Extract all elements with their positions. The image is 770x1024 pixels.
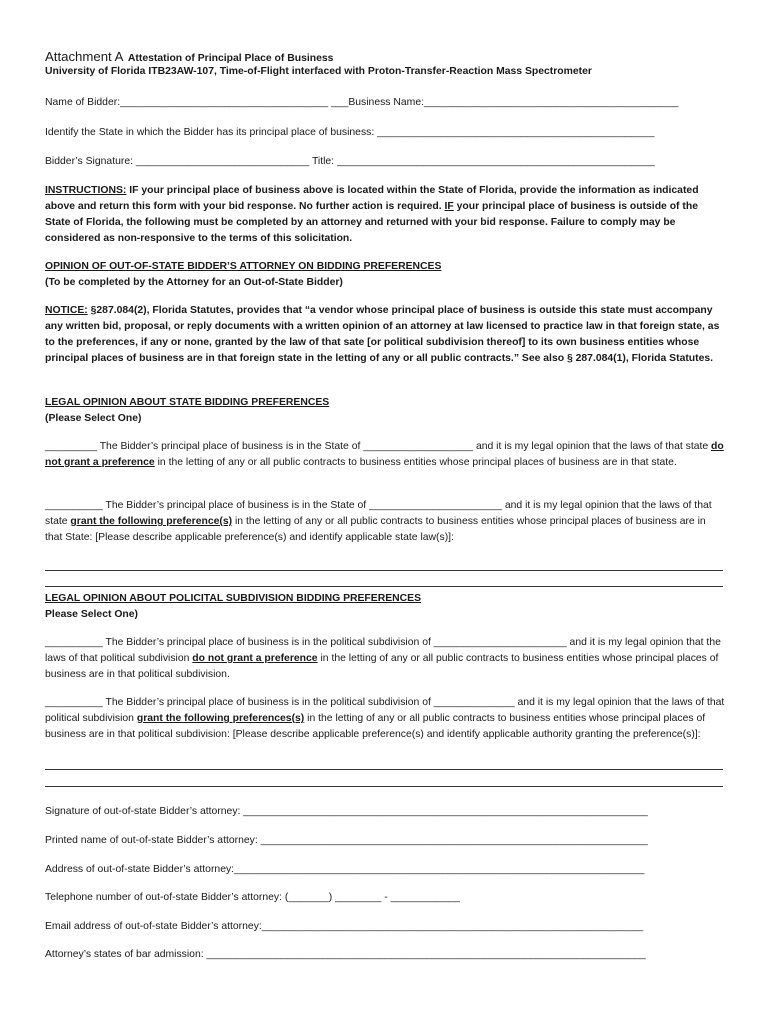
state-option-no-preference[interactable]: _________ The Bidder’s principal place of business is in the State of ___________________ and it is my legal opinion that the laws of that state do not grant a preference in the letting of any or all public contracts to business entities whose principal places of business are in that state. <box>45 441 724 468</box>
attorney-address-field[interactable]: Address of out-of-state Bidder’s attorney:_______________________________________________________________________ <box>45 864 645 875</box>
attachment-label: Attachment A <box>45 49 124 64</box>
instructions-label: INSTRUCTIONS: <box>45 185 127 196</box>
bidder-name-field[interactable]: Name of Bidder:____________________________________ ___Business Name:____________________________________________ <box>45 97 679 108</box>
form-subtitle: University of Florida ITB23AW-107, Time-of-Flight interfaced with Proton-Transfer-Reaction Mass Spectrometer <box>45 66 592 77</box>
political-section-heading: LEGAL OPINION ABOUT POLICITAL SUBDIVISION BIDDING PREFERENCES <box>45 593 422 604</box>
instructions: INSTRUCTIONS: IF your principal place of business above is located within the State of Florida, provide the information as indicated above and return this form with your bid response. No further action is required. IF your principal place of business is outside of the State of Florida, the following must be completed by an attorney and returned with your bid response. Failure to comply may be considered as non-responsive to the terms of this solicitation. <box>45 185 699 244</box>
attorney-signature-field[interactable]: Signature of out-of-state Bidder’s attorney: ______________________________________________________________________ <box>45 806 648 817</box>
notice-label: NOTICE: <box>45 305 88 316</box>
political-option-no-preference[interactable]: __________ The Bidder’s principal place of business is in the political subdivision of _______________________ and it is my legal opinion that the laws of that political subdivision do not grant a preference in the letting of any or all public contracts to business entities whose principal places of business are in that political subdivision. <box>45 637 721 680</box>
state-option-preference[interactable]: __________ The Bidder’s principal place of business is in the State of _______________________ and it is my legal opinion that the laws of that state grant the following preference(s) in the letting of any or all public contracts to business entities whose principal places of business are in that State: [Please describe applicable preference(s) and identify applicable state law(s)]: <box>45 500 712 543</box>
state-section-subheading: (Please Select One) <box>45 413 142 424</box>
state-section-heading: LEGAL OPINION ABOUT STATE BIDDING PREFERENCES <box>45 397 330 408</box>
political-section-subheading: Please Select One) <box>45 609 138 620</box>
notice: NOTICE: §287.084(2), Florida Statutes, provides that “a vendor whose principal place of business is outside this state must accompany any written bid, proposal, or reply documents with a written opinion of an attorney at law licensed to practice law in that foreign state, as to the preferences, if any or none, granted by the law of that sate [or political subdivision thereof] to its own business entities whose principal places of business are in that foreign state in the letting of any or all public contracts.” See also § 287.084(1), Florida Statutes. <box>45 305 720 364</box>
opinion-subheading: (To be completed by the Attorney for an Out-of-State Bidder) <box>45 277 343 288</box>
document-title <box>45 48 333 66</box>
political-preference-line-1[interactable] <box>45 769 723 770</box>
state-preference-line-1[interactable] <box>45 570 723 571</box>
form-title: Attestation of Principal Place of Business <box>127 53 334 64</box>
attorney-email-field[interactable]: Email address of out-of-state Bidder’s attorney:__________________________________________________________________ <box>45 921 644 932</box>
attorney-bar-admission-field[interactable]: Attorney’s states of bar admission: ____________________________________________________________________________ <box>45 949 646 960</box>
attorney-telephone-field[interactable]: Telephone number of out-of-state Bidder’s attorney: (_______) ________ - ____________ <box>45 892 460 903</box>
political-preference-line-2[interactable] <box>45 786 723 787</box>
bidder-signature-field[interactable]: Bidder’s Signature: ______________________________ Title: _______________________________________________________ <box>45 156 655 167</box>
political-option-preference[interactable]: __________ The Bidder’s principal place of business is in the political subdivision of ______________ and it is my legal opinion that the laws of that political subdivision grant the following preferences(s) in the letting of any or all public contracts to business entities whose principal places of business are in that political subdivision: [Please describe applicable preference(s) and identify applicable authority granting the preference(s)]: <box>45 697 725 740</box>
opinion-heading: OPINION OF OUT-OF-STATE BIDDER’S ATTORNEY ON BIDDING PREFERENCES <box>45 261 442 272</box>
state-field[interactable]: Identify the State in which the Bidder has its principal place of business: ________________________________________________ <box>45 127 655 138</box>
attorney-printed-name-field[interactable]: Printed name of out-of-state Bidder’s attorney: ___________________________________________________________________ <box>45 835 648 846</box>
state-preference-line-2[interactable] <box>45 586 723 587</box>
